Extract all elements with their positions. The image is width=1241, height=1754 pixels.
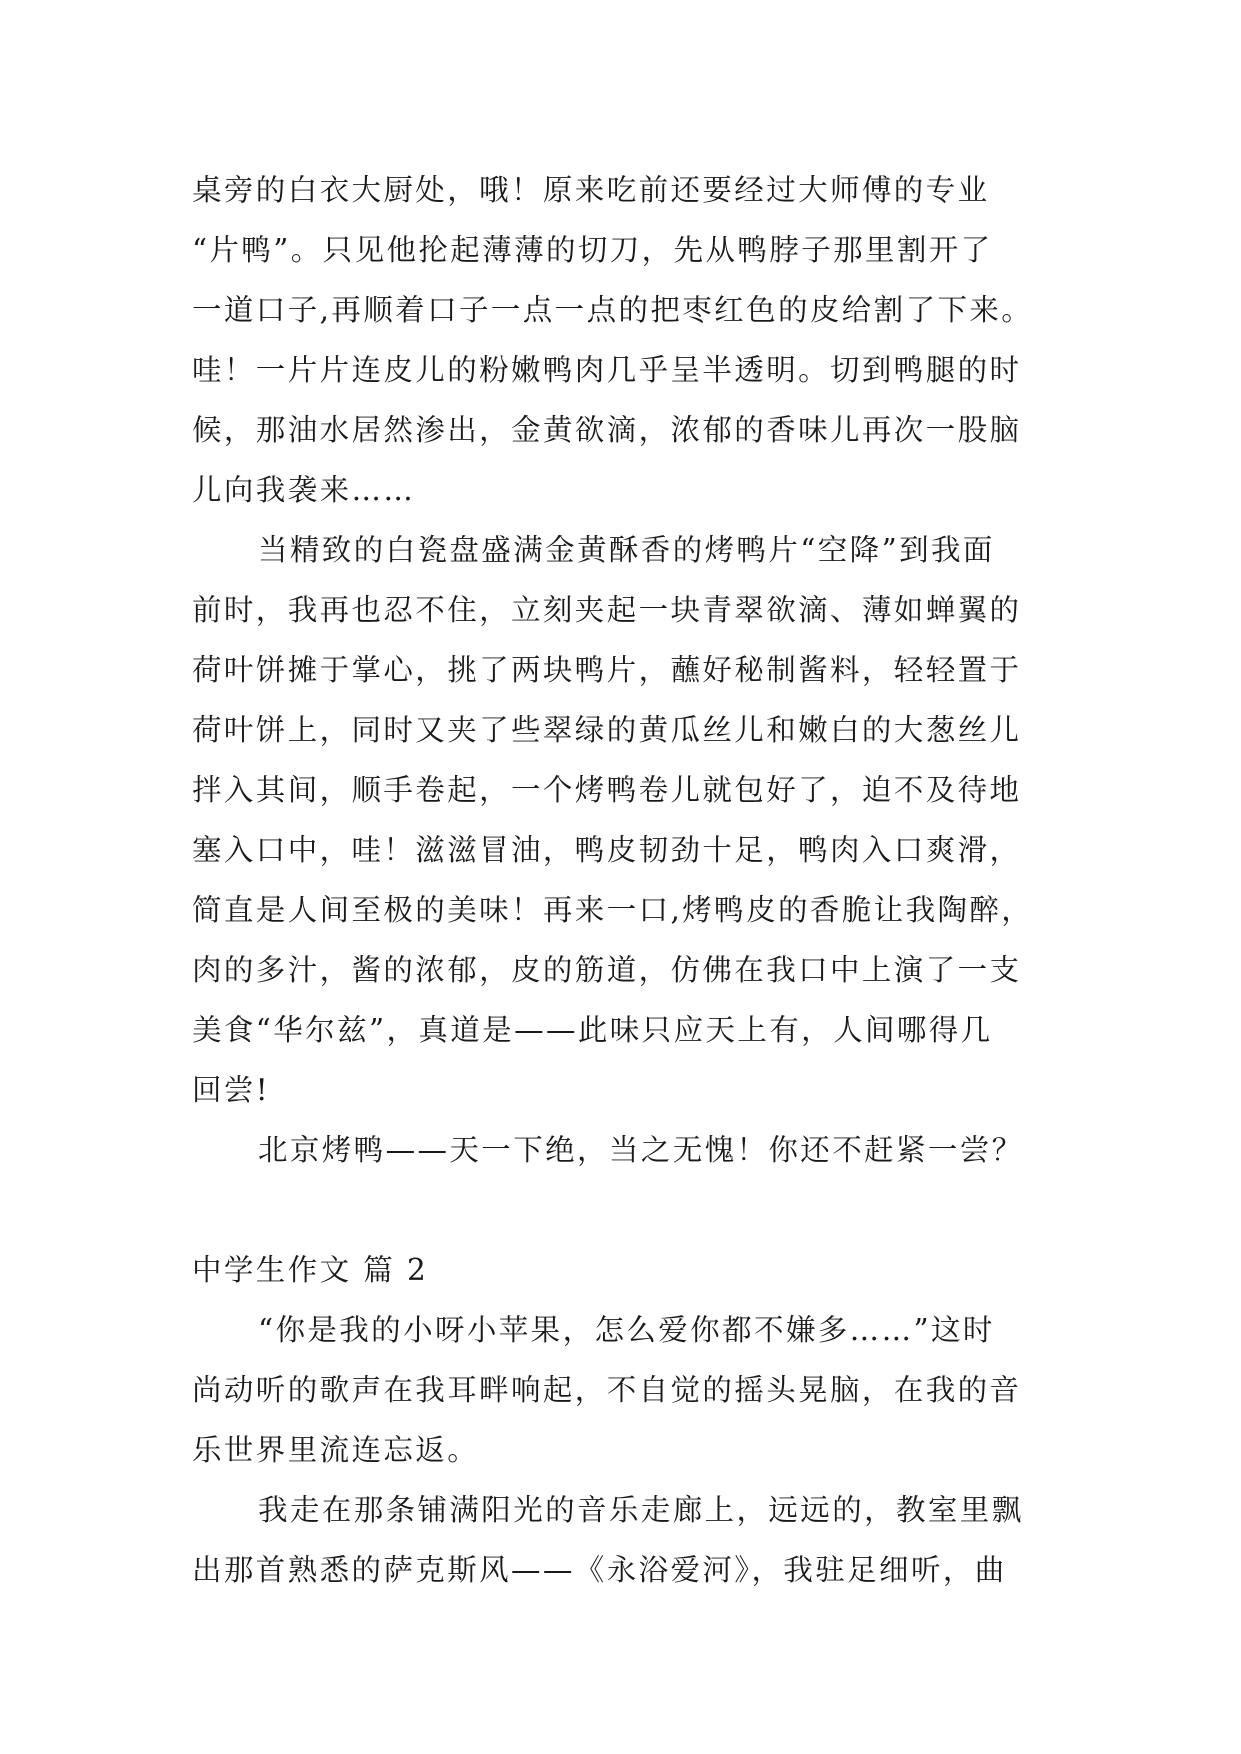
text-line: 回尝! xyxy=(192,1073,271,1107)
essay-text xyxy=(192,160,1072,1600)
text-line: 候，那油水居然渗出，金黄欲滴，浓郁的香味儿再次一股脑 xyxy=(192,413,1022,447)
text-line: 尚动听的歌声在我耳畔响起，不自觉的摇头晃脑，在我的音 xyxy=(192,1373,1022,1407)
text-line: 肉的多汁，酱的浓郁，皮的筋道，仿佛在我口中上演了一支 xyxy=(192,953,1022,987)
text-line: 荷叶饼上，同时又夹了些翠绿的黄瓜丝儿和嫩白的大葱丝儿 xyxy=(192,713,1022,747)
text-line: 一道口子,再顺着口子一点一点的把枣红色的皮给割了下来。 xyxy=(192,293,1034,327)
text-line: 拌入其间，顺手卷起，一个烤鸭卷儿就包好了，迫不及待地 xyxy=(192,773,1022,807)
text-line: 前时，我再也忍不住，立刻夹起一块青翠欲滴、薄如蝉翼的 xyxy=(192,593,1022,627)
text-line: 儿向我袭来…… xyxy=(192,473,416,507)
text-line: “片鸭”。只见他抡起薄薄的切刀，先从鸭脖子那里割开了 xyxy=(192,233,993,267)
paragraph-start-line: 北京烤鸭——天一下绝，当之无愧！你还不赶紧一尝？ xyxy=(258,1133,1024,1167)
text-line: 桌旁的白衣大厨处，哦！原来吃前还要经过大师傅的专业 xyxy=(192,173,990,207)
text-line: 塞入口中，哇！滋滋冒油，鸭皮韧劲十足，鸭肉入口爽滑， xyxy=(192,833,1022,867)
text-line: 简直是人间至极的美味！再来一口,烤鸭皮的香脆让我陶醉， xyxy=(192,893,1034,927)
paragraph-start-line: 我走在那条铺满阳光的音乐走廊上，远远的，教室里飘 xyxy=(258,1493,1024,1527)
paragraph-start-line: “你是我的小呀小苹果，怎么爱你都不嫌多……”这时 xyxy=(258,1313,995,1347)
paragraph-start-line: 当精致的白瓷盘盛满金黄酥香的烤鸭片“空降”到我面 xyxy=(258,533,995,567)
text-line: 哇！一片片连皮儿的粉嫩鸭肉几乎呈半透明。切到鸭腿的时 xyxy=(192,353,1022,387)
section-heading: 中学生作文 篇 2 xyxy=(192,1253,429,1287)
text-line: 乐世界里流连忘返。 xyxy=(192,1433,480,1467)
text-line: 荷叶饼摊于掌心，挑了两块鸭片，蘸好秘制酱料，轻轻置于 xyxy=(192,653,1022,687)
text-line: 美食“华尔兹”，真道是——此味只应天上有，人间哪得几 xyxy=(192,1013,993,1047)
text-line: 出那首熟悉的萨克斯风——《永浴爱河》，我驻足细听，曲 xyxy=(192,1553,1007,1587)
section-gap xyxy=(192,1180,1072,1240)
